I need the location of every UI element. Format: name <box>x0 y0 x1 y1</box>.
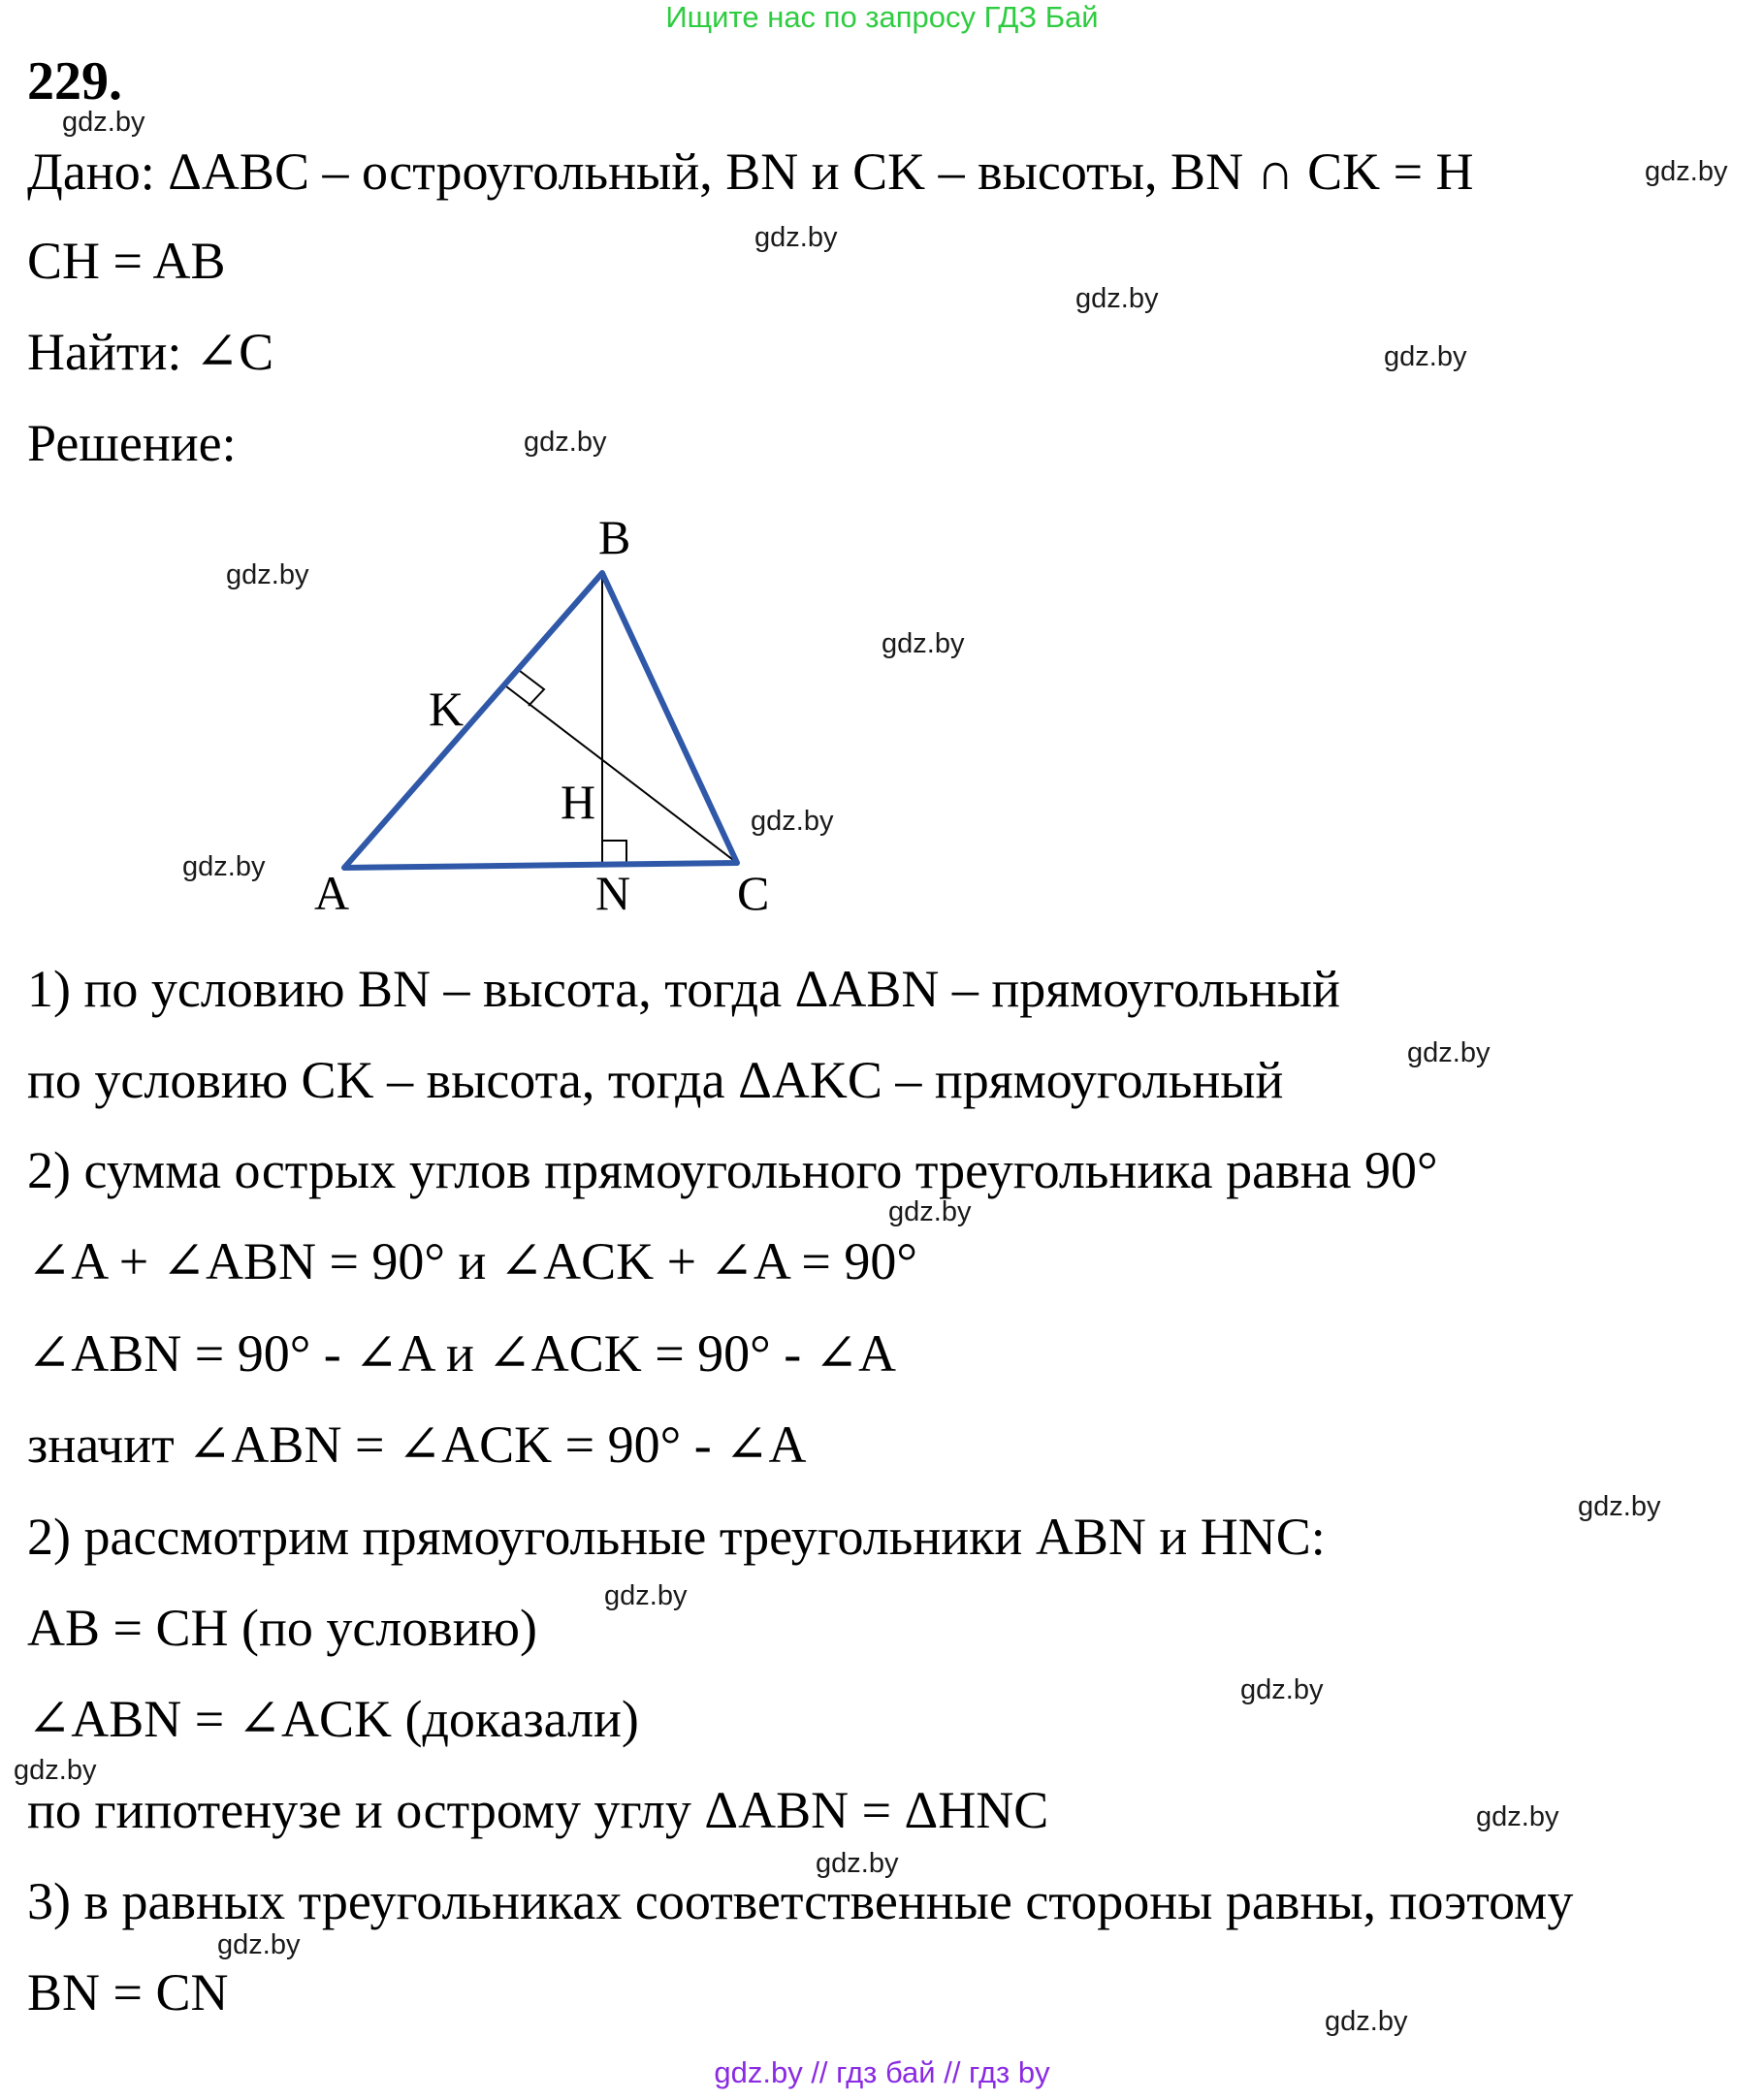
altitude-ck <box>506 686 737 863</box>
label-h: H <box>561 775 596 829</box>
given-line-2: CH = AB <box>27 232 226 290</box>
solution-heading: Решение: <box>27 414 237 472</box>
find-line: Найти: ∠C <box>27 323 274 381</box>
watermark: gdz.by <box>751 806 834 837</box>
watermark: gdz.by <box>1384 341 1467 372</box>
triangle-diagram <box>291 509 834 936</box>
label-c: C <box>737 866 770 920</box>
label-b: B <box>598 510 631 564</box>
watermark: gdz.by <box>1240 1674 1324 1705</box>
solution-line-10: по гипотенузе и острому углу ΔABN = ΔHNC <box>27 1781 1049 1839</box>
solution-line-6: значит ∠ABN = ∠ACK = 90° - ∠A <box>27 1416 807 1474</box>
solution-line-7: 2) рассмотрим прямоугольные треугольники ABN и HNC: <box>27 1508 1326 1566</box>
watermark: gdz.by <box>1407 1037 1491 1068</box>
solution-line-9: ∠ABN = ∠ACK (доказали) <box>27 1690 639 1748</box>
solution-line-4: ∠A + ∠ABN = 90° и ∠ACK + ∠A = 90° <box>27 1232 917 1290</box>
label-a: A <box>314 866 350 920</box>
solution-line-1: 1) по условию BN – высота, тогда ΔABN – прямоугольный <box>27 960 1340 1018</box>
solution-line-11: 3) в равных треугольниках соответственные стороны равны, поэтому <box>27 1872 1574 1930</box>
solution-line-8: AB = CH (по условию) <box>27 1599 537 1657</box>
solution-line-12: BN = CN <box>27 1963 229 2021</box>
watermark: gdz.by <box>1476 1801 1559 1832</box>
watermark: gdz.by <box>888 1196 972 1227</box>
watermark: gdz.by <box>182 851 266 882</box>
watermark: gdz.by <box>882 628 965 659</box>
watermark: gdz.by <box>1325 2006 1408 2037</box>
solution-line-2: по условию CK – высота, тогда ΔAKC – прямоугольный <box>27 1051 1284 1109</box>
watermark: gdz.by <box>226 559 309 590</box>
watermark: gdz.by <box>604 1580 688 1611</box>
problem-number: 229. <box>27 51 122 111</box>
watermark: gdz.by <box>14 1755 97 1786</box>
watermark: gdz.by <box>754 222 838 253</box>
label-k: K <box>429 682 465 736</box>
label-n: N <box>595 866 631 920</box>
watermark: gdz.by <box>816 1848 899 1879</box>
watermark: gdz.by <box>1645 156 1728 187</box>
watermark: gdz.by <box>1075 283 1159 314</box>
watermark: gdz.by <box>62 107 145 138</box>
solution-line-5: ∠ABN = 90° - ∠A и ∠ACK = 90° - ∠A <box>27 1324 896 1383</box>
watermark: gdz.by <box>217 1929 301 1960</box>
solution-line-3: 2) сумма острых углов прямоугольного треугольника равна 90° <box>27 1141 1438 1199</box>
top-banner[interactable]: Ищите нас по запросу ГДЗ Бай <box>665 0 1099 34</box>
footer-links[interactable]: gdz.by // гдз бай // гдз by <box>714 2055 1050 2089</box>
watermark: gdz.by <box>524 427 607 458</box>
triangle-abc <box>344 573 737 868</box>
watermark: gdz.by <box>1578 1491 1661 1522</box>
given-line: Дано: ΔABC – остроугольный, BN и CK – высоты, BN ∩ CK = H <box>27 143 1474 201</box>
